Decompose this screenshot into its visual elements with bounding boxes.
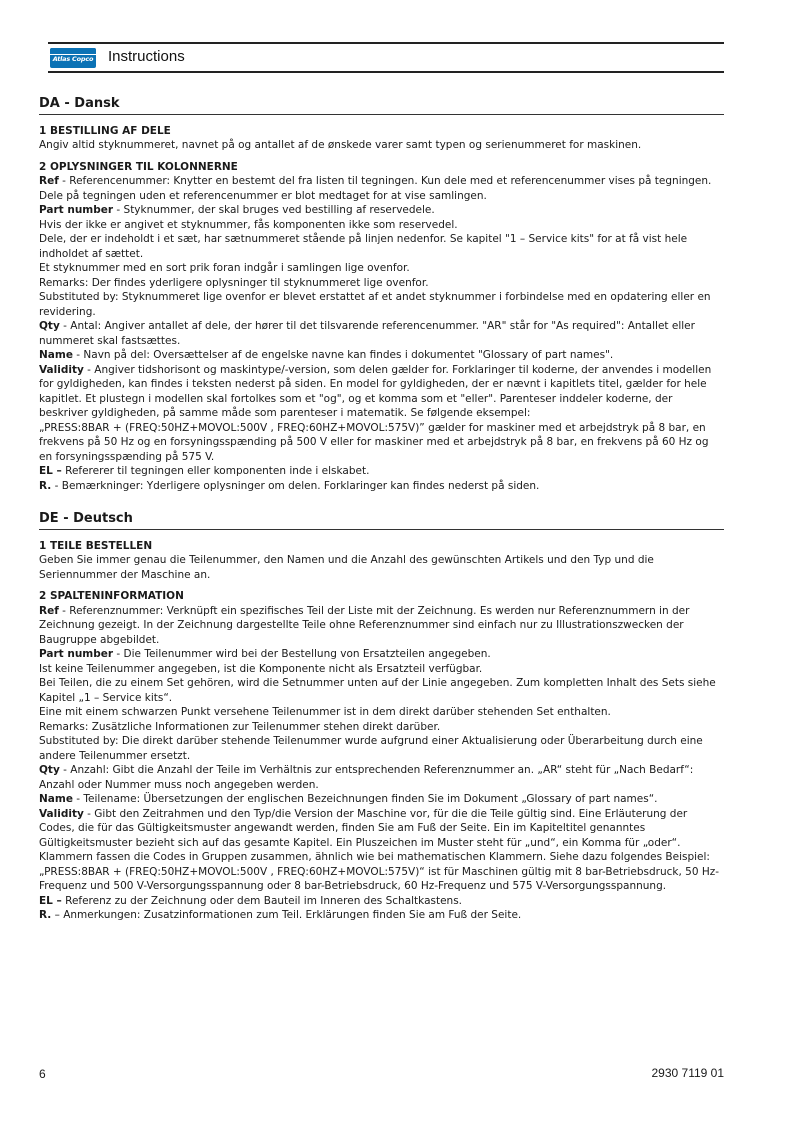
ref-paragraph [39,174,724,203]
section-german [39,511,724,923]
term: Ref [39,604,59,617]
subsection-heading: 1 BESTILLING AF DELE [39,125,171,137]
example-paragraph: „PRESS:8BAR + (FREQ:50HZ+MOVOL:500V , FREQ:60HZ+MOVOL:575V)” gælder for maskiner med et arbejdstryk på 8 bar, en frekvens på 50 Hz og en forsyningsspænding på 500 V eller for maskiner med et arbejdstryk på 8 bar, en frekvens på 60 Hz og en forsyningsspænding på 575 V. [39,421,709,463]
subsection-columns [39,589,724,922]
paragraph: Substituted by: Die direkt darüber stehende Teilenummer wurde aufgrund einer Aktualisierung oder Überarbeitung durch eine andere Teilenummer ersetzt. [39,735,703,762]
paragraph: Dele, der er indeholdt i et sæt, har sætnummeret stående på linjen nedenfor. Se kapitel "1 – Service kits" for at få vist hele indholdet af sættet. [39,233,688,260]
section-heading: DE - Deutsch [39,511,724,530]
definition: - Navn på del: Oversættelser af de engelske navne kan findes i dokumentet "Glossary of part names". [72,349,614,362]
paragraph: Remarks: Der findes yderligere oplysninger til styknummeret lige ovenfor. [39,276,429,289]
document-number: 2930 7119 01 [651,1066,724,1080]
validity-paragraph [39,807,724,865]
part-number-paragraph [39,647,724,662]
term: Part number [39,648,114,661]
page-header [48,42,724,73]
remarks-paragraph [39,908,724,923]
part-number-paragraph [39,203,724,218]
definition: - Antal: Angiver antallet af dele, der hører til det tilsvarende referencenummer. "AR" står for "As required": Antallet eller nummeret skal fastsættes. [39,320,695,347]
definition: - Bemærkninger: Yderligere oplysninger om delen. Forklaringer kan findes nederst på siden. [51,479,540,492]
logo-stripe [50,48,96,55]
subsection-heading: 1 TEILE BESTELLEN [39,540,153,553]
header-bottom-rule [48,71,724,73]
section-danish [39,96,724,493]
validity-paragraph [39,363,724,421]
definition: - Die Teilenummer wird bei der Bestellung von Ersatzteilen angegeben. [113,648,491,661]
paragraph: Hvis der ikke er angivet et styknummer, fås komponenten ikke som reservedel. [39,218,458,231]
example-paragraph: „PRESS:8BAR + (FREQ:50HZ+MOVOL:500V , FREQ:60HZ+MOVOL:575V)“ ist für Maschinen gültig mit 8 bar-Betriebsdruck, 50 Hz-Frequenz und 500 V-Versorgungsspannung oder 8 bar-Betriebsdruck, 60 Hz-Frequenz und 575 V-Versorgungsspannung. [39,865,720,893]
logo-text: Atlas Copco [52,55,94,63]
term: Ref [39,175,59,188]
paragraph: Geben Sie immer genau die Teilenummer, den Namen und die Anzahl des gewünschten Artikels und den Typ und die Seriennummer der Maschine an. [39,554,654,581]
remarks-paragraph [39,479,724,494]
header-top-rule [48,42,724,44]
qty-paragraph [39,319,724,348]
paragraph: Ist keine Teilenummer angegeben, ist die Komponente nicht als Ersatzteil verfügbar. [39,662,483,675]
name-paragraph [39,348,724,363]
term: Part number [39,204,114,217]
definition: - Teilename: Übersetzungen der englischen Bezeichnungen finden Sie im Dokument „Glossary of part names“. [72,793,658,806]
subsection-heading: 2 SPALTENINFORMATION [39,590,184,603]
section-heading: DA - Dansk [39,96,724,115]
term: Name [39,793,73,806]
subsection-ordering [39,539,724,582]
ref-paragraph [39,604,724,648]
term: Qty [39,320,60,333]
qty-paragraph [39,763,724,792]
definition: - Referencenummer: Knytter en bestemt del fra listen til tegningen. Kun dele med et referencenummer vises på tegningen. Dele på tegningen uden et referencenummer er blot medtaget for at vise samlingen. [39,175,712,202]
definition: - Angiver tidshorisont og maskintype/-version, som delen gælder for. Forklaringer til koderne, der anvendes i modellen for gyldigheden, kan findes i teksten nederst på siden. En model for gyldigheden, der er nævnt i kapitlets titel, gælder for hele kapitlet. Et plustegn i modellen skal fortolkes som et "og", og et komma som et "eller". Parenteser inddeler koderne, der beskriver gyldigheden, på samme måde som parenteser i matematik. Se følgende eksempel: [39,363,712,420]
subsection-columns [39,160,724,493]
definition: – Anmerkungen: Zusatzinformationen zum Teil. Erklärungen finden Sie am Fuß der Seite. [51,909,522,922]
term: R. [39,479,52,492]
el-paragraph [39,894,724,909]
definition: Refererer til tegningen eller komponenten inde i elskabet. [61,465,370,478]
page-content [39,96,724,923]
term: Validity [39,363,84,376]
paragraph: Angiv altid styknummeret, navnet på og antallet af de ønskede varer samt typen og serienummeret for maskinen. [39,139,642,152]
term: EL – [39,894,62,907]
definition: - Anzahl: Gibt die Anzahl der Teile im Verhältnis zur entsprechenden Referenznummer an. „AR“ steht für „Nach Bedarf“: Anzahl oder Nummer muss noch angegeben werden. [39,764,694,791]
term: R. [39,909,52,922]
paragraph: Et styknummer med en sort prik foran indgår i samlingen lige ovenfor. [39,262,410,275]
definition: - Gibt den Zeitrahmen und den Typ/die Version der Maschine vor, für die die Teile gültig sind. Eine Erläuterung der Codes, die für das Gültigkeitsmuster angewandt werden, finden Sie am Fuß der Seite. Ein im Kapiteltitel genanntes Gültigkeitsmuster bezieht sich auf das gesamte Kapitel. Ein Pluszeichen im Muster steht für „und“, ein Komma für „oder“. Klammern fassen die Codes in Gruppen zusammen, ähnlich wie bei mathematischen Klammern. Siehe dazu folgendes Beispiel: [39,807,710,864]
definition: Referenz zu der Zeichnung oder dem Bauteil im Inneren des Schaltkastens. [61,894,463,907]
paragraph: Bei Teilen, die zu einem Set gehören, wird die Setnummer unten auf der Linie angegeben. Zum kompletten Inhalt des Sets siehe Kapitel „1 – Service kits“. [39,677,716,704]
subsection-heading: 2 OPLYSNINGER TIL KOLONNERNE [39,160,238,173]
el-paragraph [39,464,724,479]
atlas-copco-logo [50,48,96,68]
page-title: Instructions [108,48,185,65]
definition: - Referenznummer: Verknüpft ein spezifisches Teil der Liste mit der Zeichnung. Es werden nur Referenznummern in der Zeichnung gezeigt. In der Zeichnung dargestellte Teile ohne Referenznummer sind einfach nur zu Illustrationszwecken der Baugruppe abgebildet. [39,604,690,646]
name-paragraph [39,792,724,807]
term: Qty [39,764,60,777]
definition: - Styknummer, der skal bruges ved bestilling af reservedele. [113,204,435,217]
subsection-ordering [39,124,724,153]
term: Validity [39,807,84,820]
term: EL – [39,465,62,478]
page-number: 6 [39,1067,46,1081]
paragraph: Remarks: Zusätzliche Informationen zur Teilenummer stehen direkt darüber. [39,720,441,733]
paragraph: Eine mit einem schwarzen Punkt versehene Teilenummer ist in dem direkt darüber stehenden Set enthalten. [39,706,611,719]
paragraph: Substituted by: Styknummeret lige ovenfor er blevet erstattet af et andet styknummer i forbindelse med en opdatering eller en revidering. [39,291,711,318]
term: Name [39,349,73,362]
